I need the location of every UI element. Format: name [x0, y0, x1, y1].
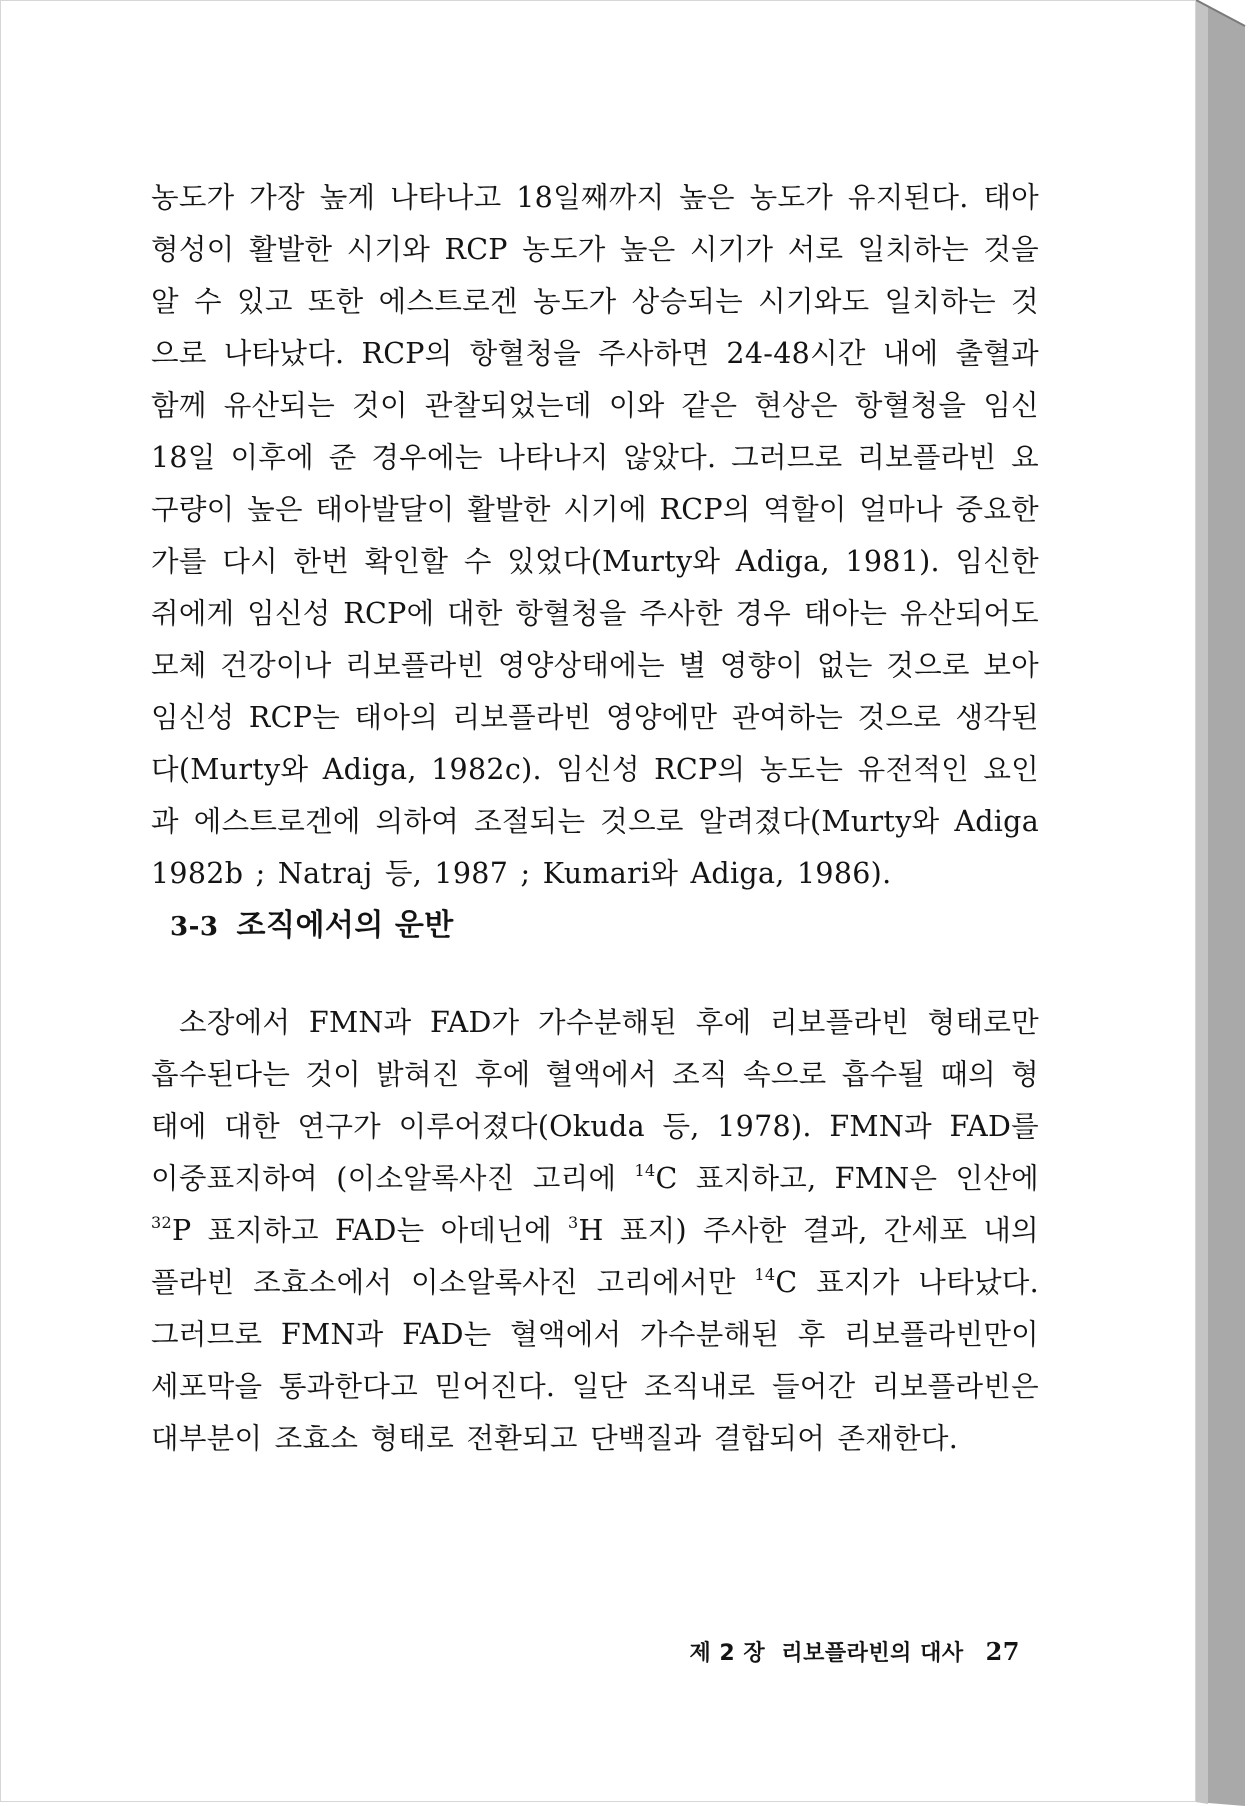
isotope-superscript: 3: [568, 1213, 579, 1232]
paragraph-2-text: H 표지) 주사한 결과, 간세포 내의 플라빈 조효소에서 이소알록사진 고리에서만: [151, 1214, 1040, 1299]
paragraph-1: 농도가 가장 높게 나타나고 18일째까지 높은 농도가 유지된다. 태아형성이 활발한 시기와 RCP 농도가 높은 시기가 서로 일치하는 것을 알 수 있고 또한 에스트로겐 농도가 상승되는 시기와도 일치하는 것으로 나타났다. RCP의 항혈청을 주사하면 24-48시간 내에 출혈과 함께 유산되는 것이 관찰되었는데 이와 같은 현상은 항혈청을 임신 18일 이후에 준 경우에는 나타나지 않았다. 그러므로 리보플라빈 요구량이 높은 태아발달이 활발한 시기에 RCP의 역할이 얼마나 중요한가를 다시 한번 확인할 수 있었다(Murty와 Adiga, 1981). 임신한 쥐에게 임신성 RCP에 대한 항혈청을 주사한 경우 태아는 유산되어도 모체 건강이나 리보플라빈 영양상태에는 별 영향이 없는 것으로 보아 임신성 RCP는 태아의 리보플라빈 영양에만 관여하는 것으로 생각된다(Murty와 Adiga, 1982c). 임신성 RCP의 농도는 유전적인 요인과 에스트로겐에 의하여 조절되는 것으로 알려졌다(Murty와 Adiga 1982b ; Natraj 등, 1987 ; Kumari와 Adiga, 1986).: [151, 181, 1039, 890]
paragraph-2-text: C 표지가 나타났다. 그러므로 FMN과 FAD는 혈액에서 가수분해된 후 리보플라빈만이 세포막을 통과한다고 믿어진다. 일단 조직내로 들어간 리보플라빈은 대부분이 조효소 형태로 전환되고 단백질과 결합되어 존재한다.: [151, 1266, 1039, 1455]
running-footer: [670, 1636, 1020, 1667]
footer-title: 리보플라빈의 대사: [781, 1641, 964, 1666]
paragraph-2-text: P 표지하고 FAD는 아데닌에: [171, 1214, 569, 1247]
paragraph-2-text: C 표지하고, FMN은 인산에: [655, 1162, 1039, 1195]
paragraph-2: [151, 997, 1039, 1465]
footer-chapter: 제 2 장: [689, 1641, 766, 1666]
section-number: 3-3: [170, 912, 219, 942]
isotope-superscript: 32: [151, 1213, 172, 1232]
page-number: 27: [985, 1637, 1020, 1666]
main-text: [151, 172, 1039, 900]
isotope-superscript: 14: [754, 1265, 776, 1284]
paragraph-2-text: 소장에서 FMN과 FAD가 가수분해된 후에 리보플라빈 형태로만 흡수된다는 것이 밝혀진 후에 혈액에서 조직 속으로 흡수될 때의 형태에 대한 연구가 이루어졌다(Okuda 등, 1978). FMN과 FAD를 이중표지하여 (이소알록사진 고리에: [151, 1006, 1039, 1195]
section-heading: [170, 900, 454, 944]
isotope-superscript: 14: [634, 1161, 656, 1180]
section-body: [151, 997, 1039, 1465]
section-title: 조직에서의 운반: [236, 908, 454, 943]
